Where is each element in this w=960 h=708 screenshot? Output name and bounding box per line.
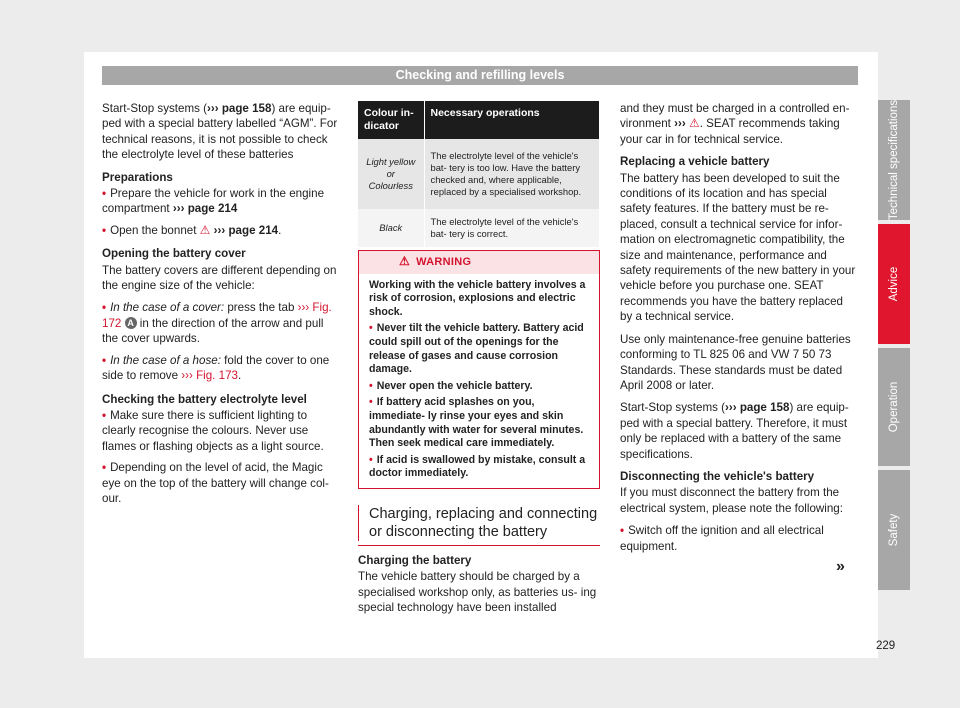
list-item-text: . xyxy=(278,223,282,237)
list-item xyxy=(102,408,342,454)
right-column xyxy=(620,101,858,560)
list-item xyxy=(102,223,342,238)
list-item xyxy=(102,460,342,506)
warning-item-text: Never open the vehicle battery. xyxy=(376,379,533,392)
list-item-italic: In the case of a cover: xyxy=(110,301,225,315)
tab-label: Advice xyxy=(888,266,900,302)
list-item xyxy=(102,300,342,346)
replacing-heading: Replacing a vehicle battery xyxy=(620,155,770,169)
section-title: Charging, replacing and connecting or disconnecting the battery xyxy=(358,505,600,541)
charging-continued xyxy=(620,101,858,147)
tab-technical-specifications[interactable] xyxy=(878,100,910,220)
electrolyte-heading: Checking the battery electrolyte level xyxy=(102,392,307,406)
list-item xyxy=(620,523,858,554)
warning-item-text: Never tilt the vehicle battery. Battery acid could spill out of the openings for the release of gases and cause corrosion damage. xyxy=(369,322,584,376)
warning-title: WARNING xyxy=(416,256,472,268)
start-stop-text xyxy=(620,400,858,462)
charging-continued-text: . SEAT recommends taking your car in for technical service. xyxy=(620,117,840,146)
warning-box xyxy=(358,250,600,489)
list-item-text: Open the bonnet xyxy=(110,223,200,237)
start-stop-text-a: Start-Stop systems ( xyxy=(620,401,726,415)
colour-indicator-table xyxy=(358,101,600,247)
table-header-colour: Colour in- dicator xyxy=(358,101,424,139)
section-divider xyxy=(358,545,600,546)
page-number: 229 xyxy=(876,640,896,652)
list-item-text: Prepare the vehicle for work in the engine compartment xyxy=(102,187,325,216)
tab-label: Safety xyxy=(888,513,900,547)
warning-item xyxy=(369,454,589,481)
preparations-heading: Preparations xyxy=(102,170,173,184)
table-cell-operation: The electrolyte level of the vehicle's bat- tery is too low. Have the battery checked and, where applicable, replaced by a specialised workshop. xyxy=(424,139,600,209)
warning-item xyxy=(369,380,589,394)
page-158-link[interactable]: ››› page 158 xyxy=(725,401,790,415)
list-item-text: press the tab xyxy=(224,301,298,315)
bullet-dot-icon: • xyxy=(369,453,373,466)
warning-intro: Working with the vehicle battery involves a risk of corrosion, explosions and electric shock. xyxy=(369,278,586,318)
warning-body xyxy=(359,274,599,488)
bullet-dot-icon: • xyxy=(102,223,107,237)
list-item-text: Switch off the ignition and all electrical equipment. xyxy=(620,524,824,553)
table-header-operations: Necessary operations xyxy=(424,101,600,139)
bullet-dot-icon: • xyxy=(102,408,107,422)
page-158-link[interactable]: ››› page 158 xyxy=(207,102,272,115)
continue-arrow-icon: » xyxy=(836,558,845,575)
tab-label: Technical specifications xyxy=(888,99,900,221)
charging-text: The vehicle battery should be charged by a specialised workshop only, as batteries us- ing special technology have been installed xyxy=(358,570,597,615)
tab-label: Operation xyxy=(888,381,900,433)
bullet-dot-icon: • xyxy=(369,396,373,409)
intro-paragraph xyxy=(102,101,342,163)
replacing-text: The battery has been developed to suit the conditions of its location and has special safety features. If the battery must be re- placed, consult a technical service for infor- mation on electromagnetic compatibility, the size and maintenance, performance and safety requirements of the new battery in your vehicle before you purchase one. SEAT recommends you have the battery replaced by a technical service. xyxy=(620,171,856,324)
genuine-batteries-text: Use only maintenance-free genuine batteries conforming to TL 825 06 and VW 7 50 73 Standards. These standards must be dated April 2008 or later. xyxy=(620,332,851,392)
bullet-dot-icon: • xyxy=(369,379,373,392)
table-row xyxy=(358,139,600,209)
warning-triangle-icon: ⚠ xyxy=(688,116,700,131)
intro-text-a: Start-Stop systems ( xyxy=(102,102,208,115)
bullet-dot-icon: • xyxy=(369,322,373,335)
table-cell-colour: Black xyxy=(358,209,424,247)
intro-text-b: ) are equip- ped with a special battery labelled “AGM”. For technical reasons, it is not possible to check the electrolyte level of these batteries xyxy=(102,102,338,162)
warning-item xyxy=(369,396,589,450)
tab-advice[interactable] xyxy=(878,224,910,344)
list-item-text: in the direction of the arrow and pull the cover upwards. xyxy=(102,316,324,346)
page-214-link[interactable]: ››› page 214 xyxy=(213,223,279,237)
warning-item-text: If battery acid splashes on you, immediate- ly rinse your eyes and skin abundantly with water for several minutes. Then seek medical care immediately. xyxy=(369,396,584,450)
warning-item xyxy=(369,322,589,376)
list-item-text: Depending on the level of acid, the Magic eye on the top of the battery will change col- our. xyxy=(102,461,329,505)
list-item-text: . xyxy=(237,369,242,383)
bullet-dot-icon: • xyxy=(102,461,107,475)
callout-a: A xyxy=(125,317,137,329)
fig-173-link[interactable]: ››› Fig. 173 xyxy=(181,369,238,383)
charging-block xyxy=(358,553,600,623)
warning-triangle-icon: ⚠ xyxy=(399,254,411,268)
tab-safety[interactable] xyxy=(878,470,910,590)
battery-cover-text: The battery covers are different depending on the engine size of the vehicle: xyxy=(102,263,337,293)
list-item xyxy=(102,186,342,217)
tab-operation[interactable] xyxy=(878,348,910,466)
bullet-dot-icon: • xyxy=(620,524,625,538)
charging-continued-text: and they must be charged in a controlled en- vironment xyxy=(620,102,850,131)
table-row xyxy=(358,209,600,247)
bullet-dot-icon: • xyxy=(102,353,107,367)
warning-item-text: If acid is swallowed by mistake, consult a doctor immediately. xyxy=(369,453,586,480)
disconnecting-heading: Disconnecting the vehicle's battery xyxy=(620,469,815,483)
warning-header xyxy=(359,251,599,274)
warning-triangle-icon: ⚠ xyxy=(199,222,211,237)
page-header: Checking and refilling levels xyxy=(102,66,858,85)
list-item-text: fold the cover to one side to remove xyxy=(102,353,330,383)
disconnecting-text: If you must disconnect the battery from the electrical system, please note the following: xyxy=(620,486,843,515)
table-cell-colour: Light yellow or Colourless xyxy=(358,139,424,209)
start-stop-text-b: ) are equip- ped with a special battery. Therefore, it must only be replaced with a battery of the same specifications. xyxy=(620,401,849,461)
list-item xyxy=(102,353,342,384)
list-item-text: Make sure there is sufficient lighting to clearly recognise the colours. Never use flames or flashing objects as a light source. xyxy=(102,408,324,453)
page-214-link[interactable]: ››› page 214 xyxy=(172,202,238,216)
left-column xyxy=(102,101,342,512)
list-item-italic: In the case of a hose: xyxy=(110,353,221,367)
bullet-dot-icon: • xyxy=(102,301,107,315)
warning-ref-link[interactable]: ››› xyxy=(674,117,686,131)
fig-172-link[interactable]: ››› Fig. 172 xyxy=(102,301,332,330)
charging-heading: Charging the battery xyxy=(358,554,472,567)
table-cell-operation: The electrolyte level of the vehicle's bat- tery is correct. xyxy=(424,209,600,247)
battery-cover-heading: Opening the battery cover xyxy=(102,247,246,261)
bullet-dot-icon: • xyxy=(102,187,107,201)
